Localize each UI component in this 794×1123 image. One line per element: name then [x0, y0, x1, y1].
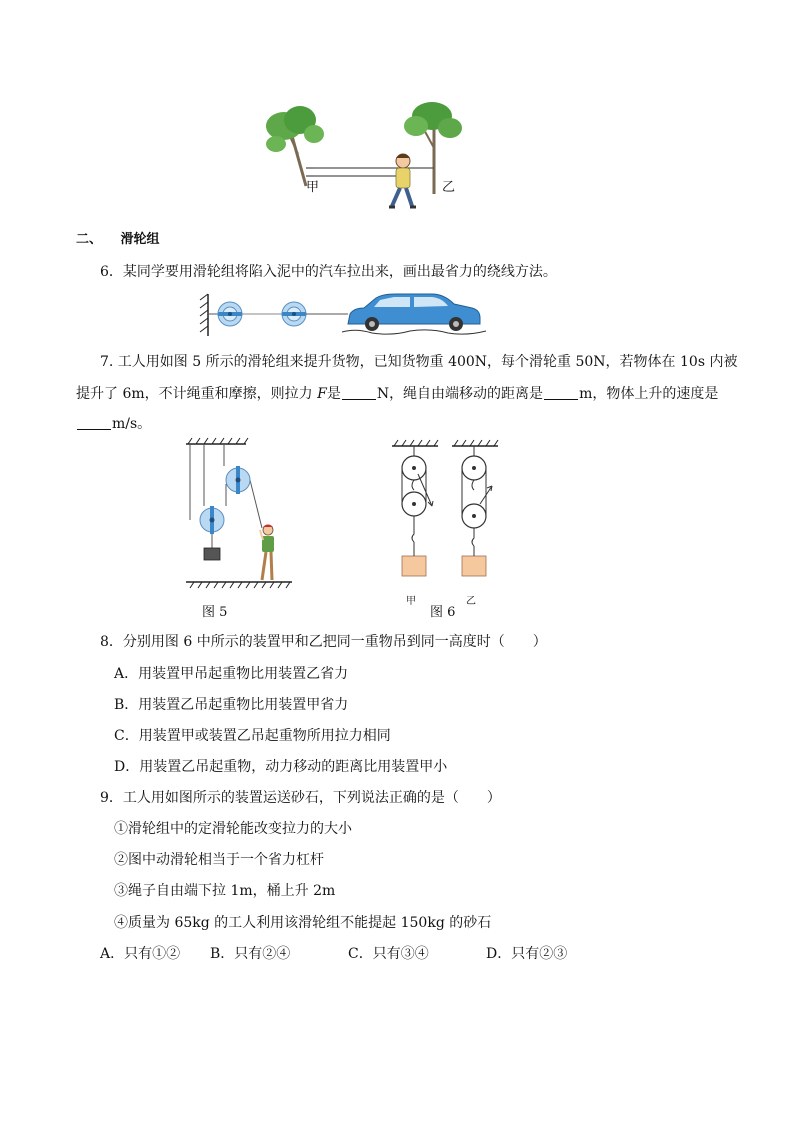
worker: [260, 525, 274, 581]
section-title: 滑轮组: [120, 232, 160, 247]
trees-rope-figure: [262, 98, 492, 214]
q9-option-b[interactable]: B．只有②④: [210, 946, 291, 962]
rope: [306, 168, 434, 176]
q9-statement-1: ①滑轮组中的定滑轮能改变拉力的大小: [114, 821, 352, 837]
device-jia: [392, 440, 438, 576]
q9-statement-3: ③绳子自由端下拉 1m，桶上升 2m: [114, 883, 336, 899]
movable-pulley: [282, 302, 306, 326]
top-label-left: 甲: [306, 180, 320, 195]
top-label-right: 乙: [442, 180, 456, 195]
q7-line3-unit: m/s。: [112, 416, 152, 432]
q7-blank-force[interactable]: [342, 385, 376, 400]
q7-line3: [76, 414, 151, 434]
q8-option-d[interactable]: D．用装置乙吊起重物，动力移动的距离比用装置甲小: [114, 759, 448, 775]
q7-line2-d: m，物体上升的速度是: [579, 386, 719, 402]
section-number: 二、: [76, 232, 103, 247]
device-yi: [452, 440, 498, 576]
figure-6: [388, 438, 504, 588]
q9-statement-2: ②图中动滑轮相当于一个省力杠杆: [114, 852, 324, 868]
wall: [200, 294, 208, 336]
section-heading: [76, 230, 160, 250]
q7-line2-a: 提升了 6m，不计绳重和摩擦，则拉力: [76, 386, 313, 402]
q8-option-c[interactable]: C．用装置甲或装置乙吊起重物所用拉力相同: [114, 728, 391, 744]
q8-option-a[interactable]: A．用装置甲吊起重物比用装置乙省力: [114, 666, 349, 682]
ceiling: [186, 438, 248, 444]
fig6-caption: 图 6: [430, 605, 456, 620]
q9-stem: 9．工人用如图所示的装置运送砂石，下列说法正确的是（ ）: [100, 790, 501, 806]
upper-pulley: [226, 466, 250, 494]
load-box: [204, 548, 220, 560]
q7-blank-speed[interactable]: [77, 415, 111, 430]
q7-line1: 7. 工人用如图 5 所示的滑轮组来提升货物，已知货物重 400N，每个滑轮重 50N，若物体在 10s 内被: [100, 354, 738, 370]
q7-line2: [76, 384, 718, 404]
fig6-label-jia: 甲: [406, 596, 416, 607]
q7-line2-c: N，绳自由端移动的距离是: [376, 386, 544, 402]
mud-line: [342, 330, 486, 334]
fixed-pulley: [218, 302, 242, 326]
fig5-caption: 图 5: [202, 605, 228, 620]
q7-blank-distance[interactable]: [544, 385, 578, 400]
q9-option-c[interactable]: C．只有③④: [348, 946, 429, 962]
q8-stem: 8．分别用图 6 中所示的装置甲和乙把同一重物吊到同一高度时（ ）: [100, 634, 547, 650]
left-tree: [266, 106, 324, 186]
q7-line2-b: 是: [326, 386, 341, 402]
load-jia: [402, 556, 426, 576]
ground: [186, 582, 292, 588]
load-yi: [462, 556, 486, 576]
boy-figure: [389, 154, 416, 207]
q9-option-a[interactable]: A．只有①②: [100, 946, 181, 962]
q9-option-d[interactable]: D．只有②③: [486, 946, 568, 962]
lower-pulley: [200, 506, 224, 534]
q6-text: 6．某同学要用滑轮组将陷入泥中的汽车拉出来，画出最省力的绕线方法。: [100, 264, 557, 280]
figure-5: [182, 436, 298, 592]
q9-statement-4: ④质量为 65kg 的工人利用该滑轮组不能提起 150kg 的砂石: [114, 915, 492, 931]
car-pulley-figure: [196, 290, 490, 338]
car: [348, 294, 480, 331]
q8-option-b[interactable]: B．用装置乙吊起重物比用装置甲省力: [114, 697, 349, 713]
fig6-label-yi: 乙: [466, 596, 476, 607]
q7-force-symbol: F: [317, 386, 327, 402]
